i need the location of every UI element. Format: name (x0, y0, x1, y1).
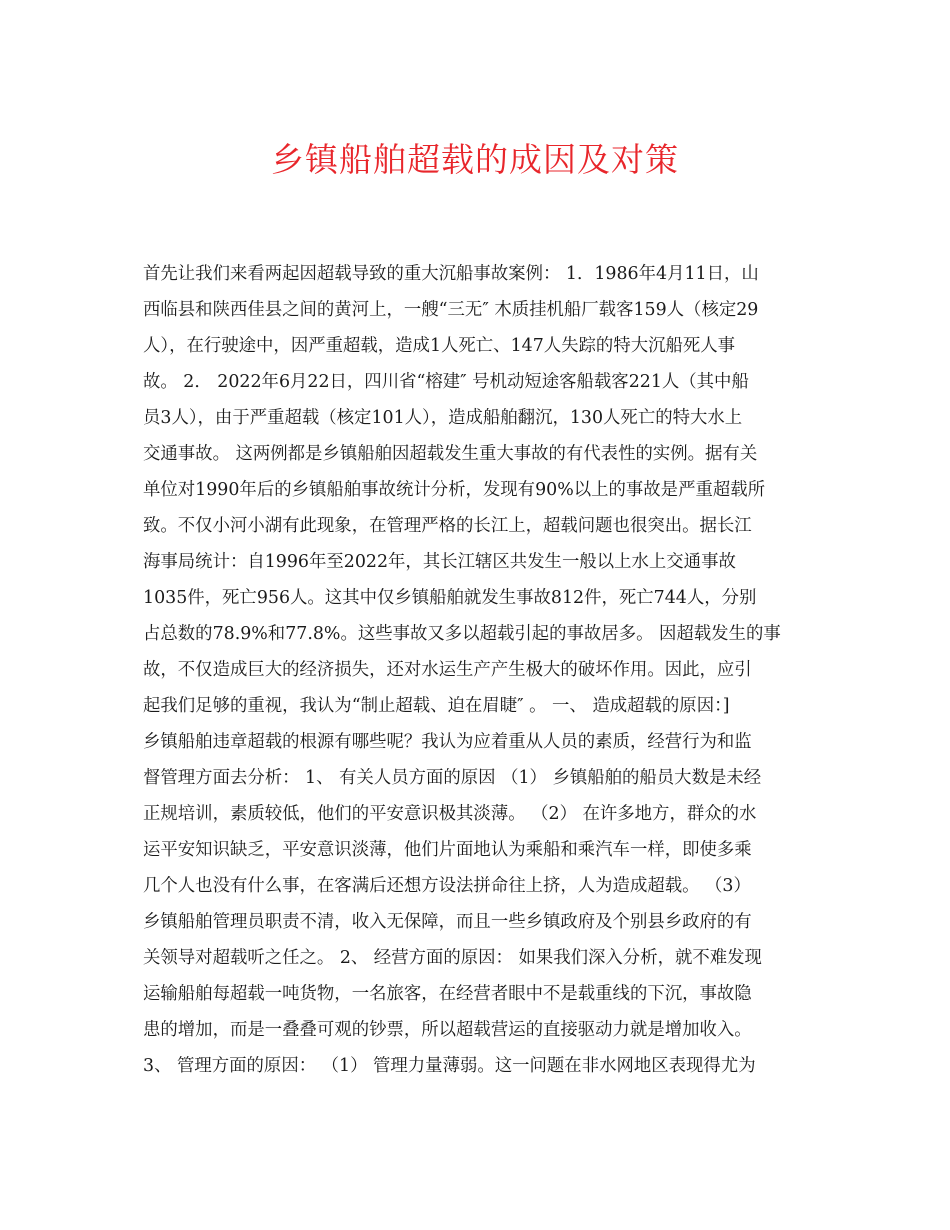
body-line: 海事局统计：自1996年至2022年，其长江辖区共发生一般以上水上交通事故 (143, 552, 736, 572)
body-line: 运输船舶每超载一吨货物，一名旅客，在经营者眼中不是载重线的下沉，事故隐 (143, 984, 752, 1004)
document-body (143, 256, 813, 1084)
body-line: 关领导对超载听之任之。 2、 经营方面的原因： 如果我们深入分析，就不难发现 (143, 948, 762, 968)
body-line: 患的增加，而是一叠叠可观的钞票，所以超载营运的直接驱动力就是增加收入。 (143, 1020, 752, 1040)
document-title: 乡镇船舶超载的成因及对策 (271, 140, 679, 179)
body-line: 交通事故。 这两例都是乡镇船舶因超载发生重大事故的有代表性的实例。据有关 (143, 444, 758, 464)
body-line: 人），在行驶途中，因严重超载，造成1人死亡、147人失踪的特大沉船死人事 (143, 336, 736, 356)
body-line: 单位对1990年后的乡镇船舶事故统计分析，发现有90%以上的事故是严重超载所 (143, 480, 766, 500)
body-line: 西临县和陕西佳县之间的黄河上，一艘“三无″ 木质挂机船厂载客159人（核定29 (143, 300, 759, 320)
body-line: 3、 管理方面的原因： （1） 管理力量薄弱。这一问题在非水网地区表现得尤为 (143, 1056, 756, 1076)
body-line: 员3人），由于严重超载（核定101人），造成船舶翻沉，130人死亡的特大水上 (143, 408, 743, 428)
body-line: 起我们足够的重视，我认为“制止超载、迫在眉睫″ 。 一、 造成超载的原因：] (143, 696, 730, 716)
body-line: 1035件，死亡956人。这其中仅乡镇船舶就发生事故812件，死亡744人，分别 (143, 588, 757, 608)
body-line: 几个人也没有什么事，在客满后还想方设法拼命往上挤，人为造成超载。 （3） (143, 876, 751, 896)
body-line: 运平安知识缺乏，平安意识淡薄，他们片面地认为乘船和乘汽车一样，即使多乘 (143, 840, 752, 860)
body-line: 致。不仅小河小湖有此现象，在管理严格的长江上，超载问题也很突出。据长江 (143, 516, 752, 536)
body-line: 故，不仅造成巨大的经济损失，还对水运生产产生极大的破坏作用。因此，应引 (143, 660, 752, 680)
body-line: 首先让我们来看两起因超载导致的重大沉船事故案例： 1．1986年4月11日，山 (143, 264, 759, 284)
body-line: 乡镇船舶违章超载的根源有哪些呢？我认为应着重从人员的素质，经营行为和监 (143, 732, 752, 752)
body-line: 正规培训，素质较低，他们的平安意识极其淡薄。 （2） 在许多地方，群众的水 (143, 804, 757, 824)
body-line: 占总数的78.9%和77.8%。这些事故又多以超载引起的事故居多。 因超载发生的事 (143, 624, 781, 644)
body-line: 督管理方面去分析： 1、 有关人员方面的原因 （1） 乡镇船舶的船员大数是未经 (143, 768, 762, 788)
body-line: 故。 2． 2022年6月22日，四川省“榕建″ 号机动短途客船载客221人（其中船 (143, 372, 749, 392)
body-line: 乡镇船舶管理员职责不清，收入无保障，而且一些乡镇政府及个别县乡政府的有 (143, 912, 752, 932)
